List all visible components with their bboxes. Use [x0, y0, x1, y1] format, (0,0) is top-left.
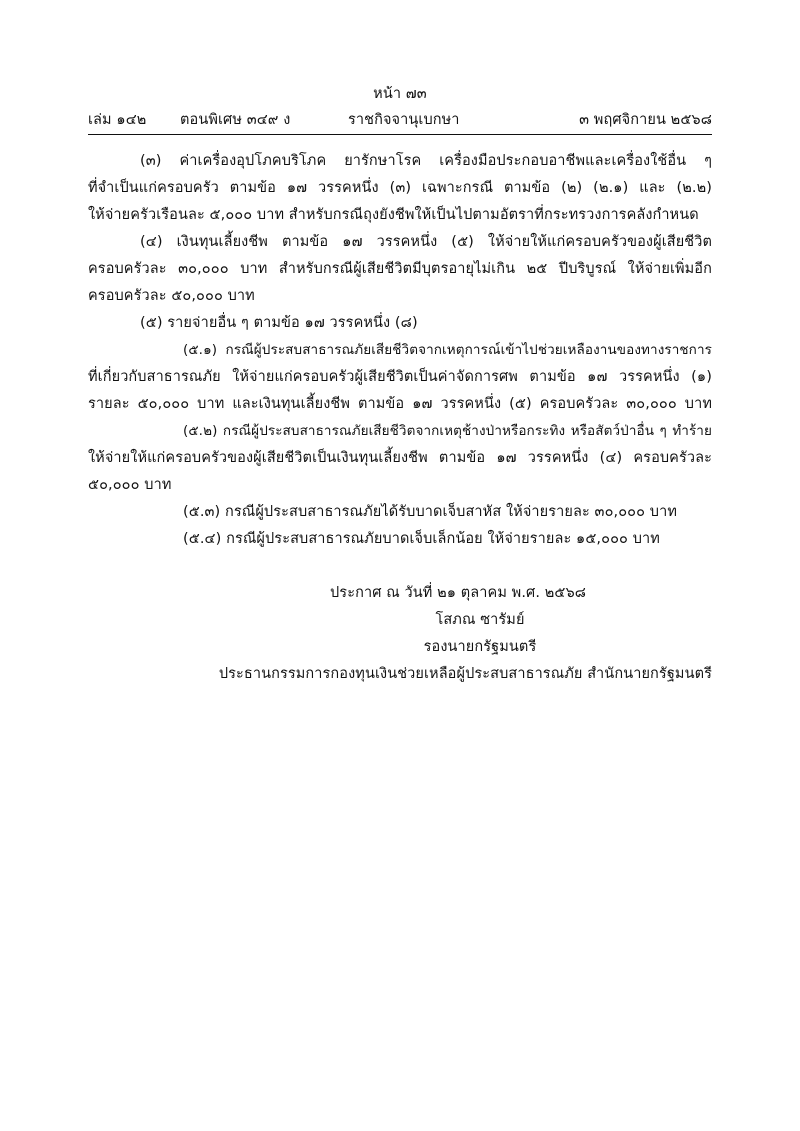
gazette-name: ราชกิจจานุเบกษา: [348, 112, 460, 128]
item-5-4: (๕.๔) กรณีผู้ประสบสาธารณภัยบาดเจ็บเล็กน้อย ให้จ่ายรายละ ๑๕,๐๐๐ บาท: [183, 531, 660, 547]
item-5-2-line-1: (๕.๒) กรณีผู้ประสบสาธารณภัยเสียชีวิตจากเหตุช้างป่าหรือกระทิง หรือสัตว์ป่าอื่น ๆ ทำร้าย: [183, 423, 712, 439]
issue-date: ๓ พฤศจิกายน ๒๕๖๘: [579, 112, 712, 128]
signatory-name: โสภณ ซารัมย์: [435, 612, 525, 628]
item-3-line-3: ให้จ่ายครัวเรือนละ ๕,๐๐๐ บาท สำหรับกรณีถุงยังชีพให้เป็นไปตามอัตราที่กระทรวงการคลังกำหนด: [88, 207, 699, 223]
signatory-position: รองนายกรัฐมนตรี: [423, 639, 537, 655]
gazette-header: [88, 110, 712, 130]
item-5-2-line-2: ให้จ่ายให้แก่ครอบครัวของผู้เสียชีวิตเป็นเงินทุนเลี้ยงชีพ ตามข้อ ๑๗ วรรคหนึ่ง (๔) ครอบครัวละ: [88, 450, 712, 466]
signatory-title: ประธานกรรมการกองทุนเงินช่วยเหลือผู้ประสบสาธารณภัย สำนักนายกรัฐมนตรี: [218, 666, 712, 682]
item-5-1-line-2: ที่เกี่ยวกับสาธารณภัย ให้จ่ายแก่ครอบครัวผู้เสียชีวิตเป็นค่าจัดการศพ ตามข้อ ๑๗ วรรคหนึ่ง (๑): [88, 369, 712, 385]
item-4-line-2: ครอบครัวละ ๓๐,๐๐๐ บาท สำหรับกรณีผู้เสียชีวิตมีบุตรอายุไม่เกิน ๒๕ ปีบริบูรณ์ ให้จ่ายเพิ่มอีก: [88, 261, 712, 277]
item-4-line-3: ครอบครัวละ ๕๐,๐๐๐ บาท: [88, 288, 255, 304]
page-number: หน้า ๗๓: [373, 86, 427, 102]
item-5-2-line-3: ๕๐,๐๐๐ บาท: [88, 477, 172, 493]
item-5: (๕) รายจ่ายอื่น ๆ ตามข้อ ๑๗ วรรคหนึ่ง (๘): [140, 315, 418, 331]
section-label: ตอนพิเศษ ๓๔๙ ง: [180, 112, 291, 128]
item-5-1-line-1: (๕.๑) กรณีผู้ประสบสาธารณภัยเสียชีวิตจากเหตุการณ์เข้าไปช่วยเหลืองานของทางราชการ: [183, 342, 712, 358]
item-5-3: (๕.๓) กรณีผู้ประสบสาธารณภัยได้รับบาดเจ็บสาหัส ให้จ่ายรายละ ๓๐,๐๐๐ บาท: [183, 504, 677, 520]
item-3-line-2: ที่จำเป็นแก่ครอบครัว ตามข้อ ๑๗ วรรคหนึ่ง (๓) เฉพาะกรณี ตามข้อ (๒) (๒.๑) และ (๒.๒): [88, 180, 712, 196]
item-4-line-1: (๔) เงินทุนเลี้ยงชีพ ตามข้อ ๑๗ วรรคหนึ่ง (๕) ให้จ่ายให้แก่ครอบครัวของผู้เสียชีวิต: [140, 234, 712, 250]
volume-label: เล่ม ๑๔๒: [88, 112, 147, 128]
header-divider: [88, 134, 712, 135]
item-5-1-line-3: รายละ ๕๐,๐๐๐ บาท และเงินทุนเลี้ยงชีพ ตามข้อ ๑๗ วรรคหนึ่ง (๕) ครอบครัวละ ๓๐,๐๐๐ บาท: [88, 396, 712, 412]
announcement-date: ประกาศ ณ วันที่ ๒๑ ตุลาคม พ.ศ. ๒๕๖๘: [330, 585, 587, 601]
item-3-line-1: (๓) ค่าเครื่องอุปโภคบริโภค ยารักษาโรค เครื่องมือประกอบอาชีพและเครื่องใช้อื่น ๆ: [140, 153, 712, 169]
